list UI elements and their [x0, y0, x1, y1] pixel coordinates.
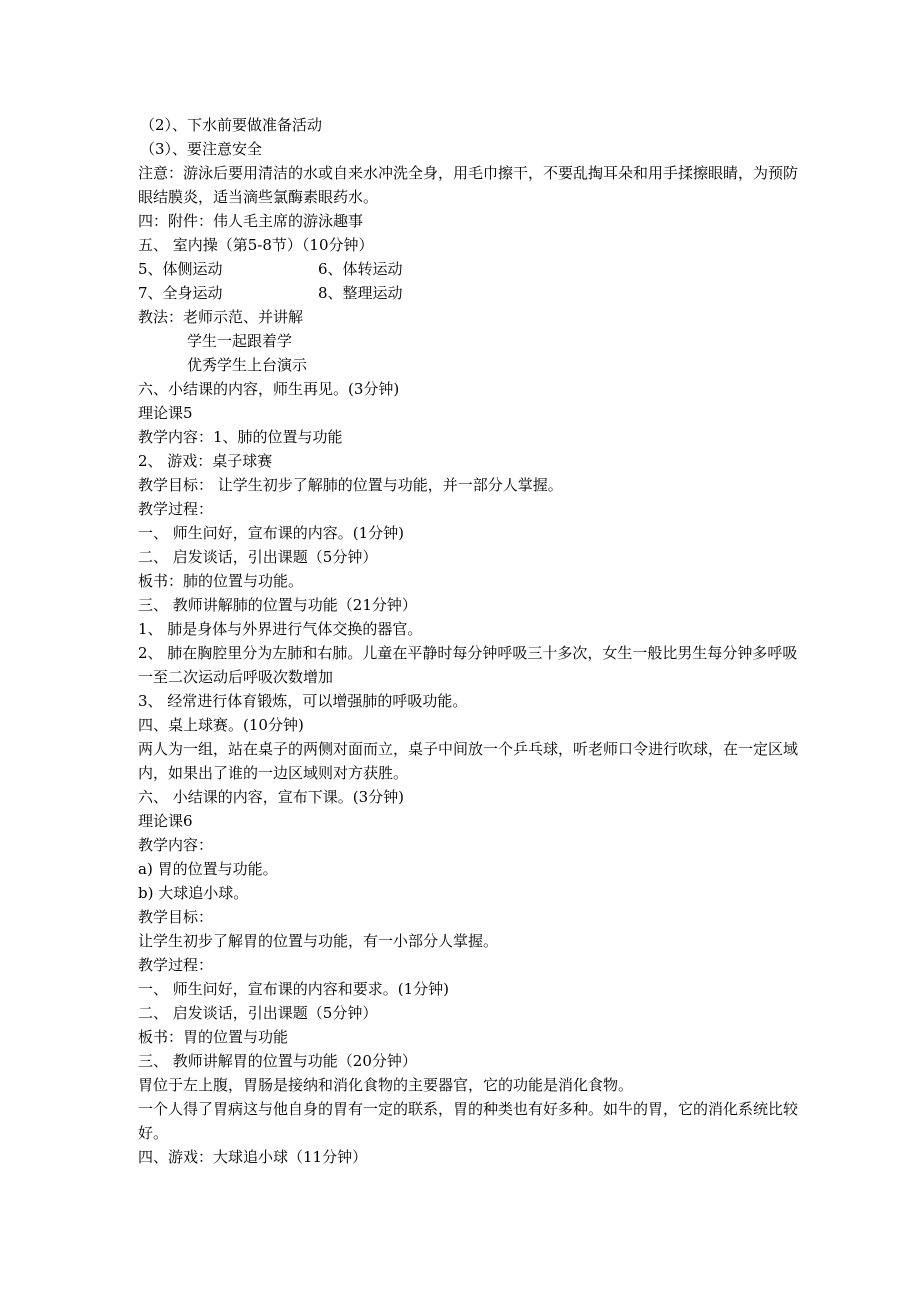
text-line: 二、 启发谈话，引出课题（5分钟） [138, 1004, 378, 1022]
text-line: 板书：肺的位置与功能。 [138, 572, 304, 590]
text-paragraph: 两人为一组，站在桌子的两侧对面而立，桌子中间放一个乒乓球，听老师口令进行吹球，在一定区域内，如果出了谁的一边区域则对方获胜。 [138, 740, 799, 782]
text-line: 四、游戏：大球追小球（11分钟） [138, 1148, 368, 1166]
section-heading: 理论课6 [138, 812, 193, 830]
section-heading: 理论课5 [138, 404, 193, 422]
text-line: 胃位于左上腹，胃肠是接纳和消化食物的主要器官，它的功能是消化食物。 [138, 1076, 634, 1094]
text-line: 四、桌上球赛。(10分钟) [138, 716, 304, 734]
list-item: b) 大球追小球。 [138, 884, 249, 902]
text-line: 一、 师生问好，宣布课的内容和要求。(1分钟) [138, 980, 450, 998]
text-line: 五、 室内操（第5-8节）（10分钟） [138, 236, 374, 254]
text-line: （2）、下水前要做准备活动 [140, 116, 323, 134]
text-line: 教学目标： [138, 908, 214, 926]
text-line: 六、 小结课的内容，宣布下课。(3分钟) [138, 788, 405, 806]
text-line: 二、 启发谈话，引出课题（5分钟） [138, 548, 378, 566]
text-line: 让学生初步了解胃的位置与功能，有一小部分人掌握。 [138, 932, 499, 950]
text-line: 教学内容：1、肺的位置与功能 [138, 428, 343, 446]
document-body [138, 113, 798, 1169]
text-line: 1、 肺是身体与外界进行气体交换的器官。 [138, 620, 423, 638]
text-cell: 6、体转运动 [318, 260, 403, 278]
text-line: 板书：胃的位置与功能 [138, 1028, 289, 1046]
text-line: 教法：老师示范、并讲解 [138, 308, 304, 326]
text-paragraph: 2、 肺在胸腔里分为左肺和右肺。儿童在平静时每分钟呼吸三十多次，女生一般比男生每分钟多呼吸一至二次运动后呼吸次数增加 [138, 644, 798, 686]
text-cell: 5、体侧运动 [138, 260, 223, 278]
text-line: 2、 游戏：桌子球赛 [138, 452, 273, 470]
text-line: 教学过程： [138, 500, 214, 518]
text-line: 3、 经常进行体育锻炼，可以增强肺的呼吸功能。 [138, 692, 468, 710]
text-line-two-column [138, 281, 798, 305]
text-line: 教学目标： 让学生初步了解肺的位置与功能，并一部分人掌握。 [138, 476, 563, 494]
text-cell: 7、全身运动 [138, 284, 223, 302]
text-line: 四：附件：伟人毛主席的游泳趣事 [138, 212, 364, 230]
text-line: 教学过程： [138, 956, 214, 974]
text-line: （3）、要注意安全 [140, 140, 263, 158]
text-line-two-column [138, 257, 798, 281]
text-line: 优秀学生上台演示 [187, 356, 308, 374]
text-line: 六、小结课的内容，师生再见。(3分钟) [138, 380, 400, 398]
text-line: 教学内容： [138, 836, 214, 854]
text-line: 三、 教师讲解胃的位置与功能（20分钟） [138, 1052, 417, 1070]
list-item: a) 胃的位置与功能。 [138, 860, 278, 878]
text-paragraph: 注意：游泳后要用清洁的水或自来水冲洗全身，用毛巾擦干，不要乱掏耳朵和用手揉擦眼睛，为预防眼结膜炎，适当滴些氯酶素眼药水。 [138, 164, 799, 206]
text-line: 学生一起跟着学 [187, 332, 293, 350]
text-line: 一、 师生问好，宣布课的内容。(1分钟) [138, 524, 405, 542]
text-cell: 8、整理运动 [318, 284, 403, 302]
text-line: 三、 教师讲解肺的位置与功能（21分钟） [138, 596, 417, 614]
text-paragraph: 一个人得了胃病这与他自身的胃有一定的联系，胃的种类也有好多种。如牛的胃，它的消化系统比较好。 [138, 1100, 799, 1142]
